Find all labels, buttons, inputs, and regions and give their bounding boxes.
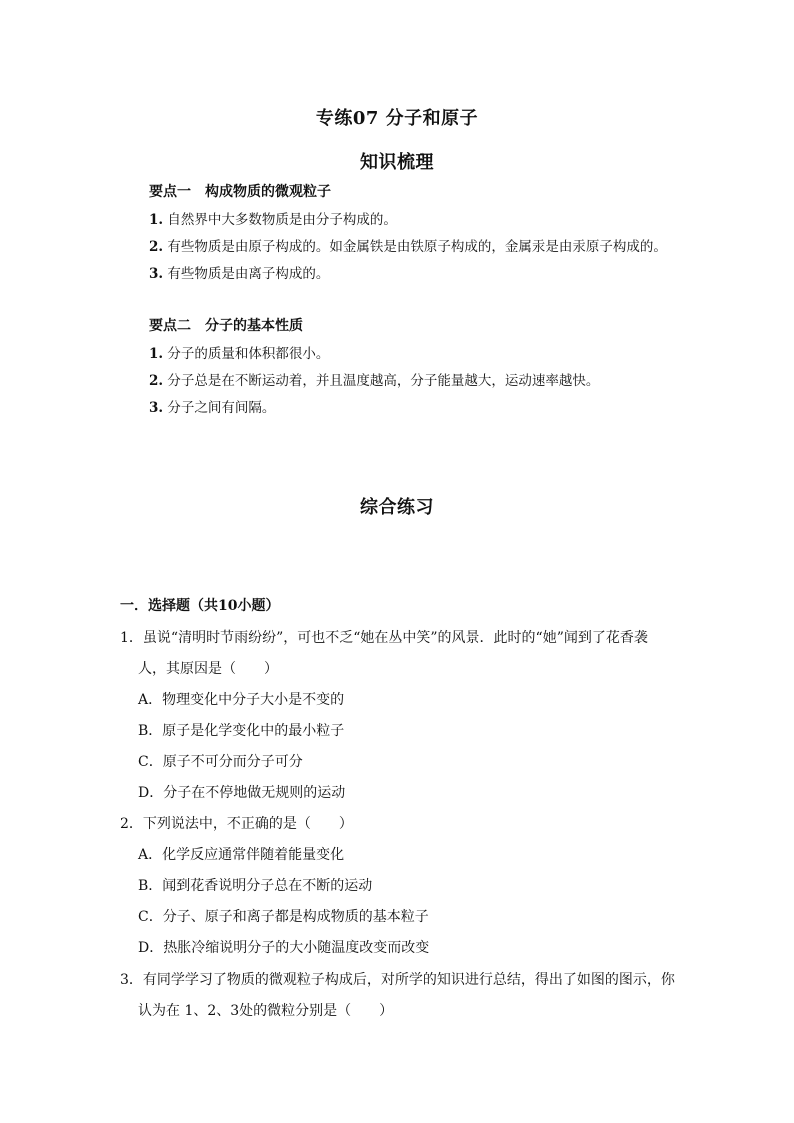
item-text: 有些物质是由原子构成的。如金属铁是由铁原子构成的，金属汞是由汞原子构成的。: [167, 239, 667, 255]
page-title: 专练07 分子和原子: [315, 108, 479, 129]
item-number: 1.: [149, 346, 164, 362]
item-number: 3.: [149, 400, 164, 416]
question-3-line-1: 3．有同学学习了物质的微观粒子构成后，对所学的知识进行总结，得出了如图的图示，你: [120, 972, 675, 988]
item-number: 1.: [149, 212, 164, 228]
key-point-2-label: 要点二: [149, 318, 191, 334]
question-3-line-2: 认为在 1、2、3处的微粒分别是（ ）: [138, 1003, 394, 1019]
question-1-option-c: C．原子不可分而分子可分: [138, 754, 303, 770]
key-point-1-label: 要点一: [149, 184, 191, 200]
question-1-option-d: D．分子在不停地做无规则的运动: [138, 785, 346, 801]
question-1-line-1: 1．虽说“清明时节雨纷纷”，可也不乏“她在丛中笑”的风景．此时的“她”闻到了花香袭: [120, 630, 648, 646]
question-1-option-b: B．原子是化学变化中的最小粒子: [138, 723, 345, 739]
section-heading: 一．选择题（共10小题）: [120, 598, 280, 614]
question-2-option-c: C．分子、原子和离子都是构成物质的基本粒子: [138, 909, 429, 925]
key-point-1-item-1: [149, 208, 397, 228]
question-2-option-a: A．化学反应通常伴随着能量变化: [138, 847, 345, 863]
key-point-1-item-2: [149, 235, 667, 255]
question-2-line-1: 2．下列说法中，不正确的是（ ）: [120, 816, 353, 832]
question-1-option-a: A．物理变化中分子大小是不变的: [138, 692, 345, 708]
item-text: 分子之间有间隔。: [167, 400, 276, 416]
item-text: 分子的质量和体积都很小。: [167, 346, 330, 362]
key-point-1-title: 构成物质的微观粒子: [205, 184, 331, 200]
key-point-2-item-2: [149, 369, 599, 389]
question-1-line-2: 人，其原因是（ ）: [138, 661, 278, 677]
key-point-2-heading: [149, 315, 303, 335]
key-point-1-heading: [149, 181, 331, 201]
item-text: 自然界中大多数物质是由分子构成的。: [167, 212, 397, 228]
key-point-1-item-3: [149, 262, 329, 282]
item-number: 2.: [149, 239, 164, 255]
item-number: 3.: [149, 266, 164, 282]
practice-heading: 综合练习: [360, 497, 434, 518]
question-2-option-d: D．热胀冷缩说明分子的大小随温度改变而改变: [138, 940, 430, 956]
question-2-option-b: B．闻到花香说明分子总在不断的运动: [138, 878, 373, 894]
item-text: 分子总是在不断运动着，并且温度越高，分子能量越大，运动速率越快。: [167, 373, 600, 389]
item-number: 2.: [149, 373, 164, 389]
item-text: 有些物质是由离子构成的。: [167, 266, 330, 282]
key-point-2-item-1: [149, 342, 329, 362]
key-point-2-title: 分子的基本性质: [205, 318, 303, 334]
knowledge-heading: 知识梳理: [360, 152, 434, 173]
key-point-2-item-3: [149, 396, 275, 416]
